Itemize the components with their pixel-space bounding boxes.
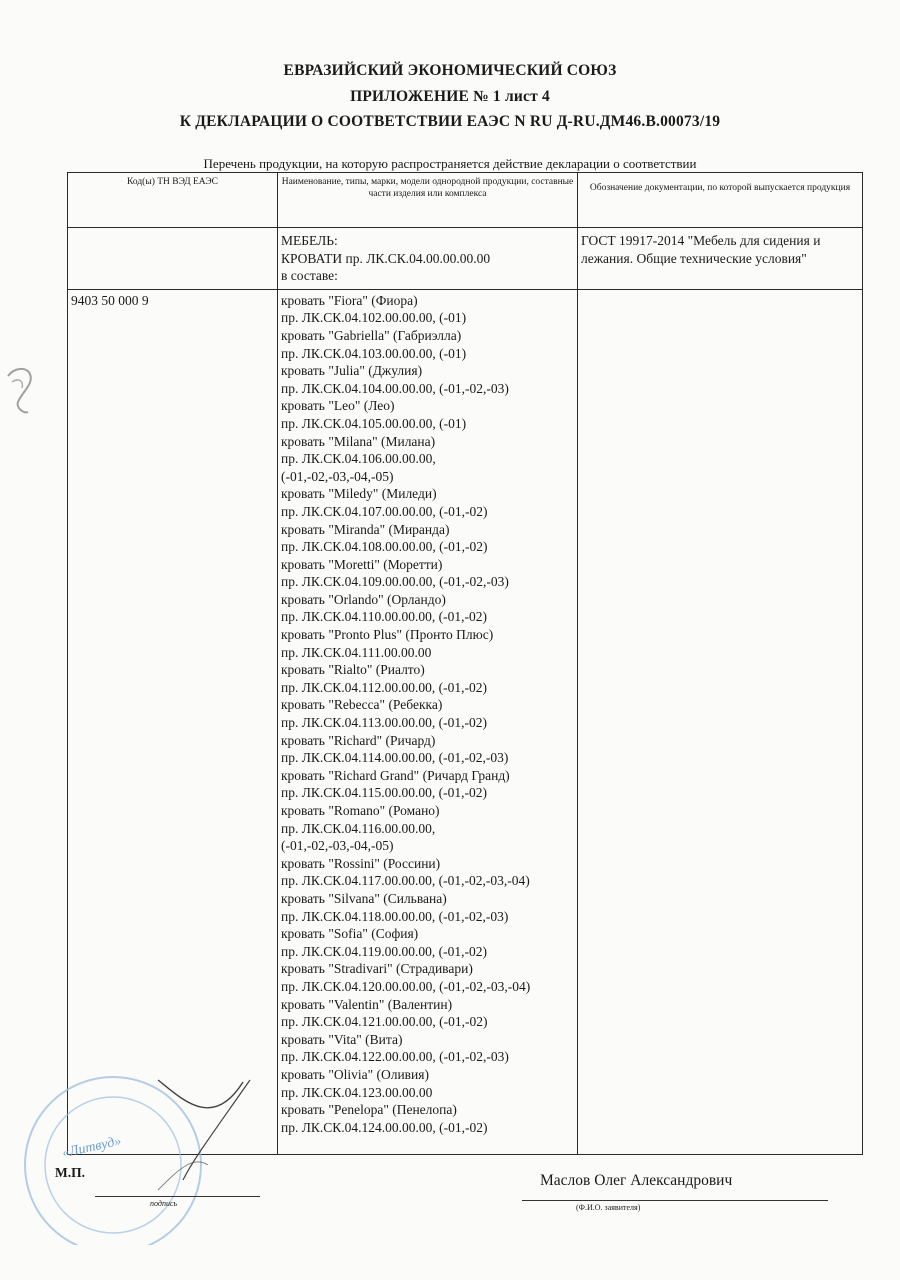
fio-caption: (Ф.И.О. заявителя) <box>576 1203 641 1212</box>
row1-line: КРОВАТИ пр. ЛК.СК.04.00.00.00.00 <box>281 250 491 266</box>
appendix-title: ПРИЛОЖЕНИЕ № 1 лист 4 <box>350 88 550 105</box>
product-line: кровать "Sofia" (София) <box>281 926 419 942</box>
product-line: кровать "Orlando" (Орландо) <box>281 591 446 607</box>
applicant-name: Маслов Олег Александрович <box>540 1172 733 1189</box>
product-line: кровать "Gabriella" (Габриэлла) <box>281 327 462 343</box>
product-line: пр. ЛК.СК.04.102.00.00.00, (-01) <box>281 310 467 326</box>
row1-line: МЕБЕЛЬ: <box>281 233 338 248</box>
product-table <box>67 172 863 1155</box>
declaration-title: К ДЕКЛАРАЦИИ О СООТВЕТСТВИИ ЕАЭС N RU Д-RU.ДМ46.В.00073/19 <box>179 113 721 130</box>
row2-docs <box>578 289 863 1154</box>
row2-code: 9403 50 000 9 <box>68 289 278 1154</box>
header-name: Наименование, типы, марки, модели однородной продукции, составные части изделия или комплекса <box>278 173 578 228</box>
product-line: пр. ЛК.СК.04.119.00.00.00, (-01,-02) <box>281 943 488 959</box>
row1-name <box>278 228 578 290</box>
product-line: пр. ЛК.СК.04.109.00.00.00, (-01,-02,-03) <box>281 574 509 590</box>
signature-caption: подпись <box>150 1199 178 1208</box>
product-line: пр. ЛК.СК.04.116.00.00.00, <box>281 820 436 836</box>
product-line: кровать "Rossini" (Россини) <box>281 855 441 871</box>
product-line: пр. ЛК.СК.04.106.00.00.00, <box>281 451 436 467</box>
product-line: пр. ЛК.СК.04.124.00.00.00, (-01,-02) <box>281 1119 488 1135</box>
product-line: пр. ЛК.СК.04.120.00.00.00, (-01,-02,-03,-04) <box>281 978 531 994</box>
product-line: (-01,-02,-03,-04,-05) <box>281 468 394 484</box>
product-line: кровать "Rialto" (Риалто) <box>281 662 425 678</box>
product-list-caption: Перечень продукции, на которую распространяется действие декларации о соответствии <box>203 156 697 171</box>
product-line: кровать "Fiora" (Фиора) <box>281 292 418 308</box>
row1-docs: ГОСТ 19917-2014 "Мебель для сидения и лежания. Общие технические условия" <box>578 228 863 290</box>
product-line: пр. ЛК.СК.04.110.00.00.00, (-01,-02) <box>281 609 488 625</box>
product-line: пр. ЛК.СК.04.118.00.00.00, (-01,-02,-03) <box>281 908 509 924</box>
stamp-label: «Литвуд» <box>60 1133 123 1162</box>
product-line: кровать "Romano" (Романо) <box>281 803 440 818</box>
product-line: кровать "Penelopa" (Пенелопа) <box>281 1102 457 1118</box>
union-title: ЕВРАЗИЙСКИЙ ЭКОНОМИЧЕСКИЙ СОЮЗ <box>283 62 617 79</box>
product-line: пр. ЛК.СК.04.121.00.00.00, (-01,-02) <box>281 1014 488 1030</box>
product-line: (-01,-02,-03,-04,-05) <box>281 838 394 854</box>
row2-name <box>278 289 578 1154</box>
row1-code <box>68 228 278 290</box>
product-line: пр. ЛК.СК.04.105.00.00.00, (-01) <box>281 415 467 431</box>
product-line: кровать "Leo" (Лео) <box>281 398 395 414</box>
header-code: Код(ы) ТН ВЭД ЕАЭС <box>68 173 278 228</box>
product-line: пр. ЛК.СК.04.113.00.00.00, (-01,-02) <box>281 715 488 731</box>
product-line: пр. ЛК.СК.04.114.00.00.00, (-01,-02,-03) <box>281 750 509 766</box>
signature-line <box>95 1196 260 1197</box>
product-line: кровать "Moretti" (Моретти) <box>281 556 443 572</box>
product-line: кровать "Rebecca" (Ребекка) <box>281 697 443 713</box>
table-header-row <box>68 173 863 228</box>
product-line: кровать "Olivia" (Оливия) <box>281 1066 429 1082</box>
scan-smudge <box>4 362 44 418</box>
product-line: кровать "Miledy" (Миледи) <box>281 486 437 502</box>
product-line: кровать "Milana" (Милана) <box>281 433 436 449</box>
product-line: пр. ЛК.СК.04.108.00.00.00, (-01,-02) <box>281 539 488 555</box>
product-line: кровать "Vita" (Вита) <box>281 1031 403 1047</box>
product-line: кровать "Richard" (Ричард) <box>281 732 436 748</box>
product-line: пр. ЛК.СК.04.111.00.00.00 <box>281 644 432 660</box>
product-line: кровать "Julia" (Джулия) <box>281 363 423 379</box>
product-line: пр. ЛК.СК.04.103.00.00.00, (-01) <box>281 345 467 361</box>
product-line: пр. ЛК.СК.04.104.00.00.00, (-01,-02,-03) <box>281 380 509 396</box>
product-line: пр. ЛК.СК.04.122.00.00.00, (-01,-02,-03) <box>281 1049 509 1065</box>
header-docs: Обозначение документации, по которой выпускается продукция <box>578 173 863 228</box>
company-stamp <box>8 1070 258 1245</box>
product-line: кровать "Pronto Plus" (Пронто Плюс) <box>281 627 494 643</box>
product-line: кровать "Miranda" (Миранда) <box>281 521 450 537</box>
product-line: пр. ЛК.СК.04.123.00.00.00 <box>281 1084 433 1100</box>
table-row <box>68 228 863 290</box>
product-line: кровать "Richard Grand" (Ричард Гранд) <box>281 767 510 783</box>
row1-line: в составе: <box>281 268 338 284</box>
applicant-name-line <box>522 1200 828 1201</box>
product-line: пр. ЛК.СК.04.117.00.00.00, (-01,-02,-03,-04) <box>281 873 530 889</box>
product-line: пр. ЛК.СК.04.115.00.00.00, (-01,-02) <box>281 785 488 801</box>
table-row <box>68 289 863 1154</box>
product-line: кровать "Silvana" (Сильвана) <box>281 890 447 906</box>
product-line: кровать "Stradivari" (Страдивари) <box>281 961 473 977</box>
seal-place-label: М.П. <box>55 1165 85 1180</box>
product-line: кровать "Valentin" (Валентин) <box>281 996 453 1012</box>
product-line: пр. ЛК.СК.04.112.00.00.00, (-01,-02) <box>281 679 488 695</box>
product-line: пр. ЛК.СК.04.107.00.00.00, (-01,-02) <box>281 503 488 519</box>
